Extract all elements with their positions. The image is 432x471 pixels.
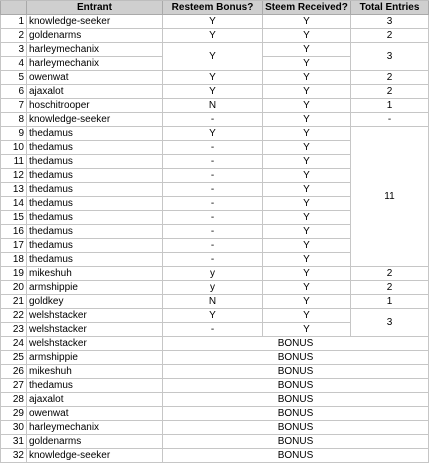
steem-received-cell[interactable]: Y [263,141,351,155]
row-number[interactable]: 5 [1,71,27,85]
row-number[interactable]: 3 [1,43,27,57]
row-number[interactable]: 31 [1,435,27,449]
steem-received-cell[interactable]: Y [263,211,351,225]
steem-received-cell[interactable]: Y [263,127,351,141]
bonus-cell[interactable]: BONUS [163,435,429,449]
entrant-cell[interactable]: goldenarms [27,435,163,449]
table-row [1,449,429,463]
table-row [1,421,429,435]
row-number[interactable]: 11 [1,155,27,169]
steem-received-cell[interactable]: Y [263,253,351,267]
row-number[interactable]: 6 [1,85,27,99]
table-row [1,127,429,141]
row-number[interactable]: 19 [1,267,27,281]
entrant-cell[interactable]: thedamus [27,183,163,197]
steem-received-cell[interactable]: Y [263,197,351,211]
bonus-cell[interactable]: BONUS [163,351,429,365]
total-entries-cell[interactable]: 3 [351,309,429,337]
table-row [1,407,429,421]
entrant-cell[interactable]: harleymechanix [27,421,163,435]
row-number-header[interactable] [1,1,27,15]
entrant-cell[interactable]: harleymechanix [27,57,163,71]
resteem-bonus-cell[interactable]: - [163,141,263,155]
row-number[interactable]: 12 [1,169,27,183]
resteem-bonus-cell[interactable]: Y [163,309,263,323]
entrant-cell[interactable]: knowledge-seeker [27,15,163,29]
entrant-cell[interactable]: harleymechanix [27,43,163,57]
row-number[interactable]: 18 [1,253,27,267]
resteem-bonus-cell[interactable]: Y [163,85,263,99]
row-number[interactable]: 24 [1,337,27,351]
bonus-cell[interactable]: BONUS [163,407,429,421]
row-number[interactable]: 17 [1,239,27,253]
resteem-bonus-cell[interactable]: - [163,253,263,267]
table-row [1,435,429,449]
table-row [1,71,429,85]
steem-received-cell[interactable]: Y [263,239,351,253]
entrant-cell[interactable]: thedamus [27,197,163,211]
table-row [1,351,429,365]
row-number[interactable]: 27 [1,379,27,393]
table-row [1,15,429,29]
row-number[interactable]: 16 [1,225,27,239]
entrant-cell[interactable]: thedamus [27,141,163,155]
steem-received-cell[interactable]: Y [263,267,351,281]
entrant-cell[interactable]: thedamus [27,253,163,267]
header-entrant[interactable]: Entrant [27,1,163,15]
entrant-cell[interactable]: thedamus [27,225,163,239]
row-number[interactable]: 4 [1,57,27,71]
steem-received-cell[interactable]: Y [263,323,351,337]
entrant-cell[interactable]: goldkey [27,295,163,309]
row-number[interactable]: 8 [1,113,27,127]
bonus-cell[interactable]: BONUS [163,421,429,435]
bonus-cell[interactable]: BONUS [163,393,429,407]
steem-received-cell[interactable]: Y [263,99,351,113]
entrant-cell[interactable]: armshippie [27,351,163,365]
entrant-cell[interactable]: mikeshuh [27,365,163,379]
table-row [1,393,429,407]
entrant-cell[interactable]: thedamus [27,169,163,183]
header-resteem-bonus[interactable]: Resteem Bonus? [163,1,263,15]
row-number[interactable]: 1 [1,15,27,29]
total-entries-cell[interactable]: 3 [351,43,429,71]
entrant-cell[interactable]: welshstacker [27,337,163,351]
table-row [1,43,429,57]
row-number[interactable]: 14 [1,197,27,211]
entrant-cell[interactable]: thedamus [27,155,163,169]
table-row [1,379,429,393]
resteem-bonus-cell[interactable]: Y [163,43,263,71]
row-number[interactable]: 28 [1,393,27,407]
entrant-cell[interactable]: ajaxalot [27,393,163,407]
steem-received-cell[interactable]: Y [263,57,351,71]
steem-received-cell[interactable]: Y [263,71,351,85]
entrant-cell[interactable]: welshstacker [27,309,163,323]
resteem-bonus-cell[interactable]: - [163,113,263,127]
resteem-bonus-cell[interactable]: y [163,267,263,281]
steem-received-cell[interactable]: Y [263,155,351,169]
steem-received-cell[interactable]: Y [263,113,351,127]
total-entries-cell[interactable]: 11 [351,127,429,267]
total-entries-cell[interactable]: 2 [351,267,429,281]
entrant-cell[interactable]: hoschitrooper [27,99,163,113]
header-steem-received[interactable]: Steem Received? [263,1,351,15]
entrant-cell[interactable]: thedamus [27,127,163,141]
steem-received-cell[interactable]: Y [263,169,351,183]
steem-received-cell[interactable]: Y [263,309,351,323]
entrant-cell[interactable]: welshstacker [27,323,163,337]
entrant-cell[interactable]: armshippie [27,281,163,295]
table-body [1,15,429,463]
resteem-bonus-cell[interactable]: N [163,99,263,113]
total-entries-cell[interactable]: - [351,113,429,127]
row-number[interactable]: 2 [1,29,27,43]
resteem-bonus-cell[interactable]: - [163,197,263,211]
row-number[interactable]: 15 [1,211,27,225]
resteem-bonus-cell[interactable]: - [163,323,263,337]
total-entries-cell[interactable]: 2 [351,281,429,295]
entrant-cell[interactable]: goldenarms [27,29,163,43]
entrant-cell[interactable]: owenwat [27,71,163,85]
table-row [1,29,429,43]
resteem-bonus-cell[interactable]: Y [163,71,263,85]
row-number[interactable]: 32 [1,449,27,463]
steem-received-cell[interactable]: Y [263,281,351,295]
entrant-cell[interactable]: owenwat [27,407,163,421]
resteem-bonus-cell[interactable]: - [163,239,263,253]
resteem-bonus-cell[interactable]: - [163,169,263,183]
row-number[interactable]: 7 [1,99,27,113]
steem-received-cell[interactable]: Y [263,29,351,43]
row-number[interactable]: 25 [1,351,27,365]
table-row [1,337,429,351]
resteem-bonus-cell[interactable]: - [163,155,263,169]
total-entries-cell[interactable]: 1 [351,99,429,113]
table-row [1,295,429,309]
total-entries-cell[interactable]: 2 [351,29,429,43]
resteem-bonus-cell[interactable]: N [163,295,263,309]
bonus-cell[interactable]: BONUS [163,449,429,463]
row-number[interactable]: 26 [1,365,27,379]
entrant-cell[interactable]: thedamus [27,211,163,225]
steem-received-cell[interactable]: Y [263,225,351,239]
row-number[interactable]: 20 [1,281,27,295]
bonus-cell[interactable]: BONUS [163,379,429,393]
entrant-cell[interactable]: knowledge-seeker [27,449,163,463]
row-number[interactable]: 22 [1,309,27,323]
steem-received-cell[interactable]: Y [263,183,351,197]
row-number[interactable]: 9 [1,127,27,141]
table-row [1,113,429,127]
bonus-cell[interactable]: BONUS [163,337,429,351]
steem-received-cell[interactable]: Y [263,43,351,57]
row-number[interactable]: 13 [1,183,27,197]
table-row [1,267,429,281]
row-number[interactable]: 30 [1,421,27,435]
entrant-cell[interactable]: knowledge-seeker [27,113,163,127]
total-entries-cell[interactable]: 2 [351,71,429,85]
table-row [1,85,429,99]
resteem-bonus-cell[interactable]: Y [163,15,263,29]
table-row [1,365,429,379]
entrant-cell[interactable]: thedamus [27,379,163,393]
steem-received-cell[interactable]: Y [263,295,351,309]
row-number[interactable]: 29 [1,407,27,421]
entrant-cell[interactable]: ajaxalot [27,85,163,99]
bonus-cell[interactable]: BONUS [163,365,429,379]
total-entries-cell[interactable]: 1 [351,295,429,309]
row-number[interactable]: 23 [1,323,27,337]
table-row [1,99,429,113]
table-row [1,281,429,295]
total-entries-cell[interactable]: 3 [351,15,429,29]
steem-received-cell[interactable]: Y [263,15,351,29]
row-number[interactable]: 10 [1,141,27,155]
entrant-cell[interactable]: thedamus [27,239,163,253]
header-row [1,1,429,15]
resteem-bonus-cell[interactable]: - [163,225,263,239]
resteem-bonus-cell[interactable]: Y [163,127,263,141]
resteem-bonus-cell[interactable]: y [163,281,263,295]
steem-received-cell[interactable]: Y [263,85,351,99]
table-row [1,309,429,323]
resteem-bonus-cell[interactable]: - [163,211,263,225]
resteem-bonus-cell[interactable]: Y [163,29,263,43]
resteem-bonus-cell[interactable]: - [163,183,263,197]
row-number[interactable]: 21 [1,295,27,309]
entrant-cell[interactable]: mikeshuh [27,267,163,281]
total-entries-cell[interactable]: 2 [351,85,429,99]
header-total-entries[interactable]: Total Entries [351,1,429,15]
